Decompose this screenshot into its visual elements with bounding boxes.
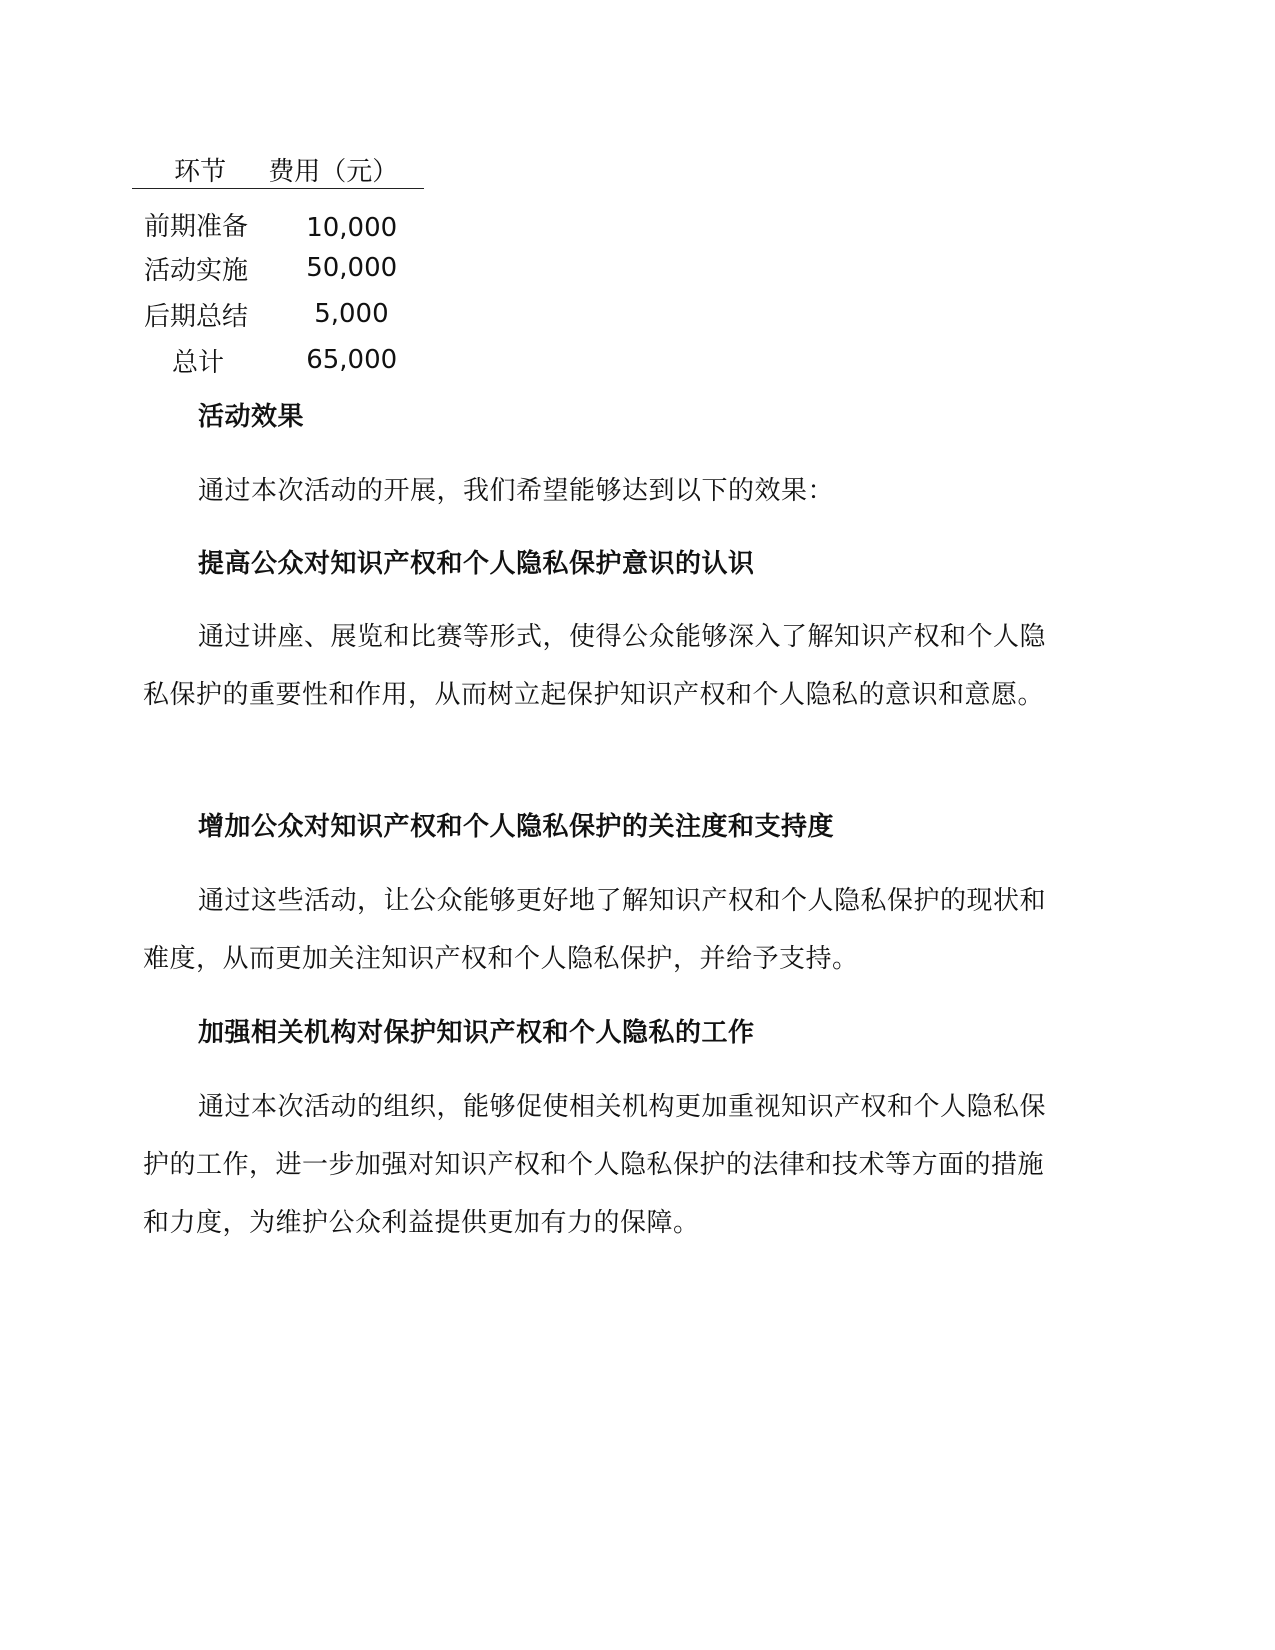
effect-heading-1: 提高公众对知识产权和个人隐私保护意识的认识 — [198, 549, 755, 579]
row-stage: 前期准备 — [144, 212, 249, 242]
effect-body-1: 通过讲座、展览和比赛等形式，使得公众能够深入了解知识产权和个人隐私保护的重要性和作用，从而树立起保护知识产权和个人隐私的意识和意愿。 — [143, 622, 1047, 710]
table-total-row — [132, 337, 424, 383]
effect-heading-3: 加强相关机构对保护知识产权和个人隐私的工作 — [198, 1018, 755, 1048]
table-row — [132, 291, 424, 337]
table-row — [132, 189, 424, 246]
total-stage: 总计 — [172, 347, 225, 378]
header-cost: 费用（元） — [268, 150, 424, 189]
effect-heading-2: 增加公众对知识产权和个人隐私保护的关注度和支持度 — [198, 812, 835, 842]
row-cost: 10,000 — [306, 213, 398, 243]
row-stage: 活动实施 — [144, 255, 249, 286]
effect-body-3: 通过本次活动的组织，能够促使相关机构更加重视知识产权和个人隐私保护的工作，进一步加强对知识产权和个人隐私保护的法律和技术等方面的措施和力度，为维护公众利益提供更加有力的保障。 — [143, 1092, 1047, 1238]
row-cost: 50,000 — [306, 253, 398, 283]
intro-paragraph: 通过本次活动的开展，我们希望能够达到以下的效果： — [198, 476, 835, 506]
row-cost: 5,000 — [314, 299, 389, 329]
total-cost: 65,000 — [306, 345, 398, 375]
effect-body-2: 通过这些活动，让公众能够更好地了解知识产权和个人隐私保护的现状和难度，从而更加关注知识产权和个人隐私保护，并给予支持。 — [143, 886, 1047, 974]
table-header-row — [132, 150, 424, 189]
table-row — [132, 245, 424, 291]
header-stage: 环节 — [132, 150, 268, 189]
row-stage: 后期总结 — [144, 301, 249, 332]
cost-table — [132, 150, 424, 383]
section-title: 活动效果 — [198, 402, 305, 432]
